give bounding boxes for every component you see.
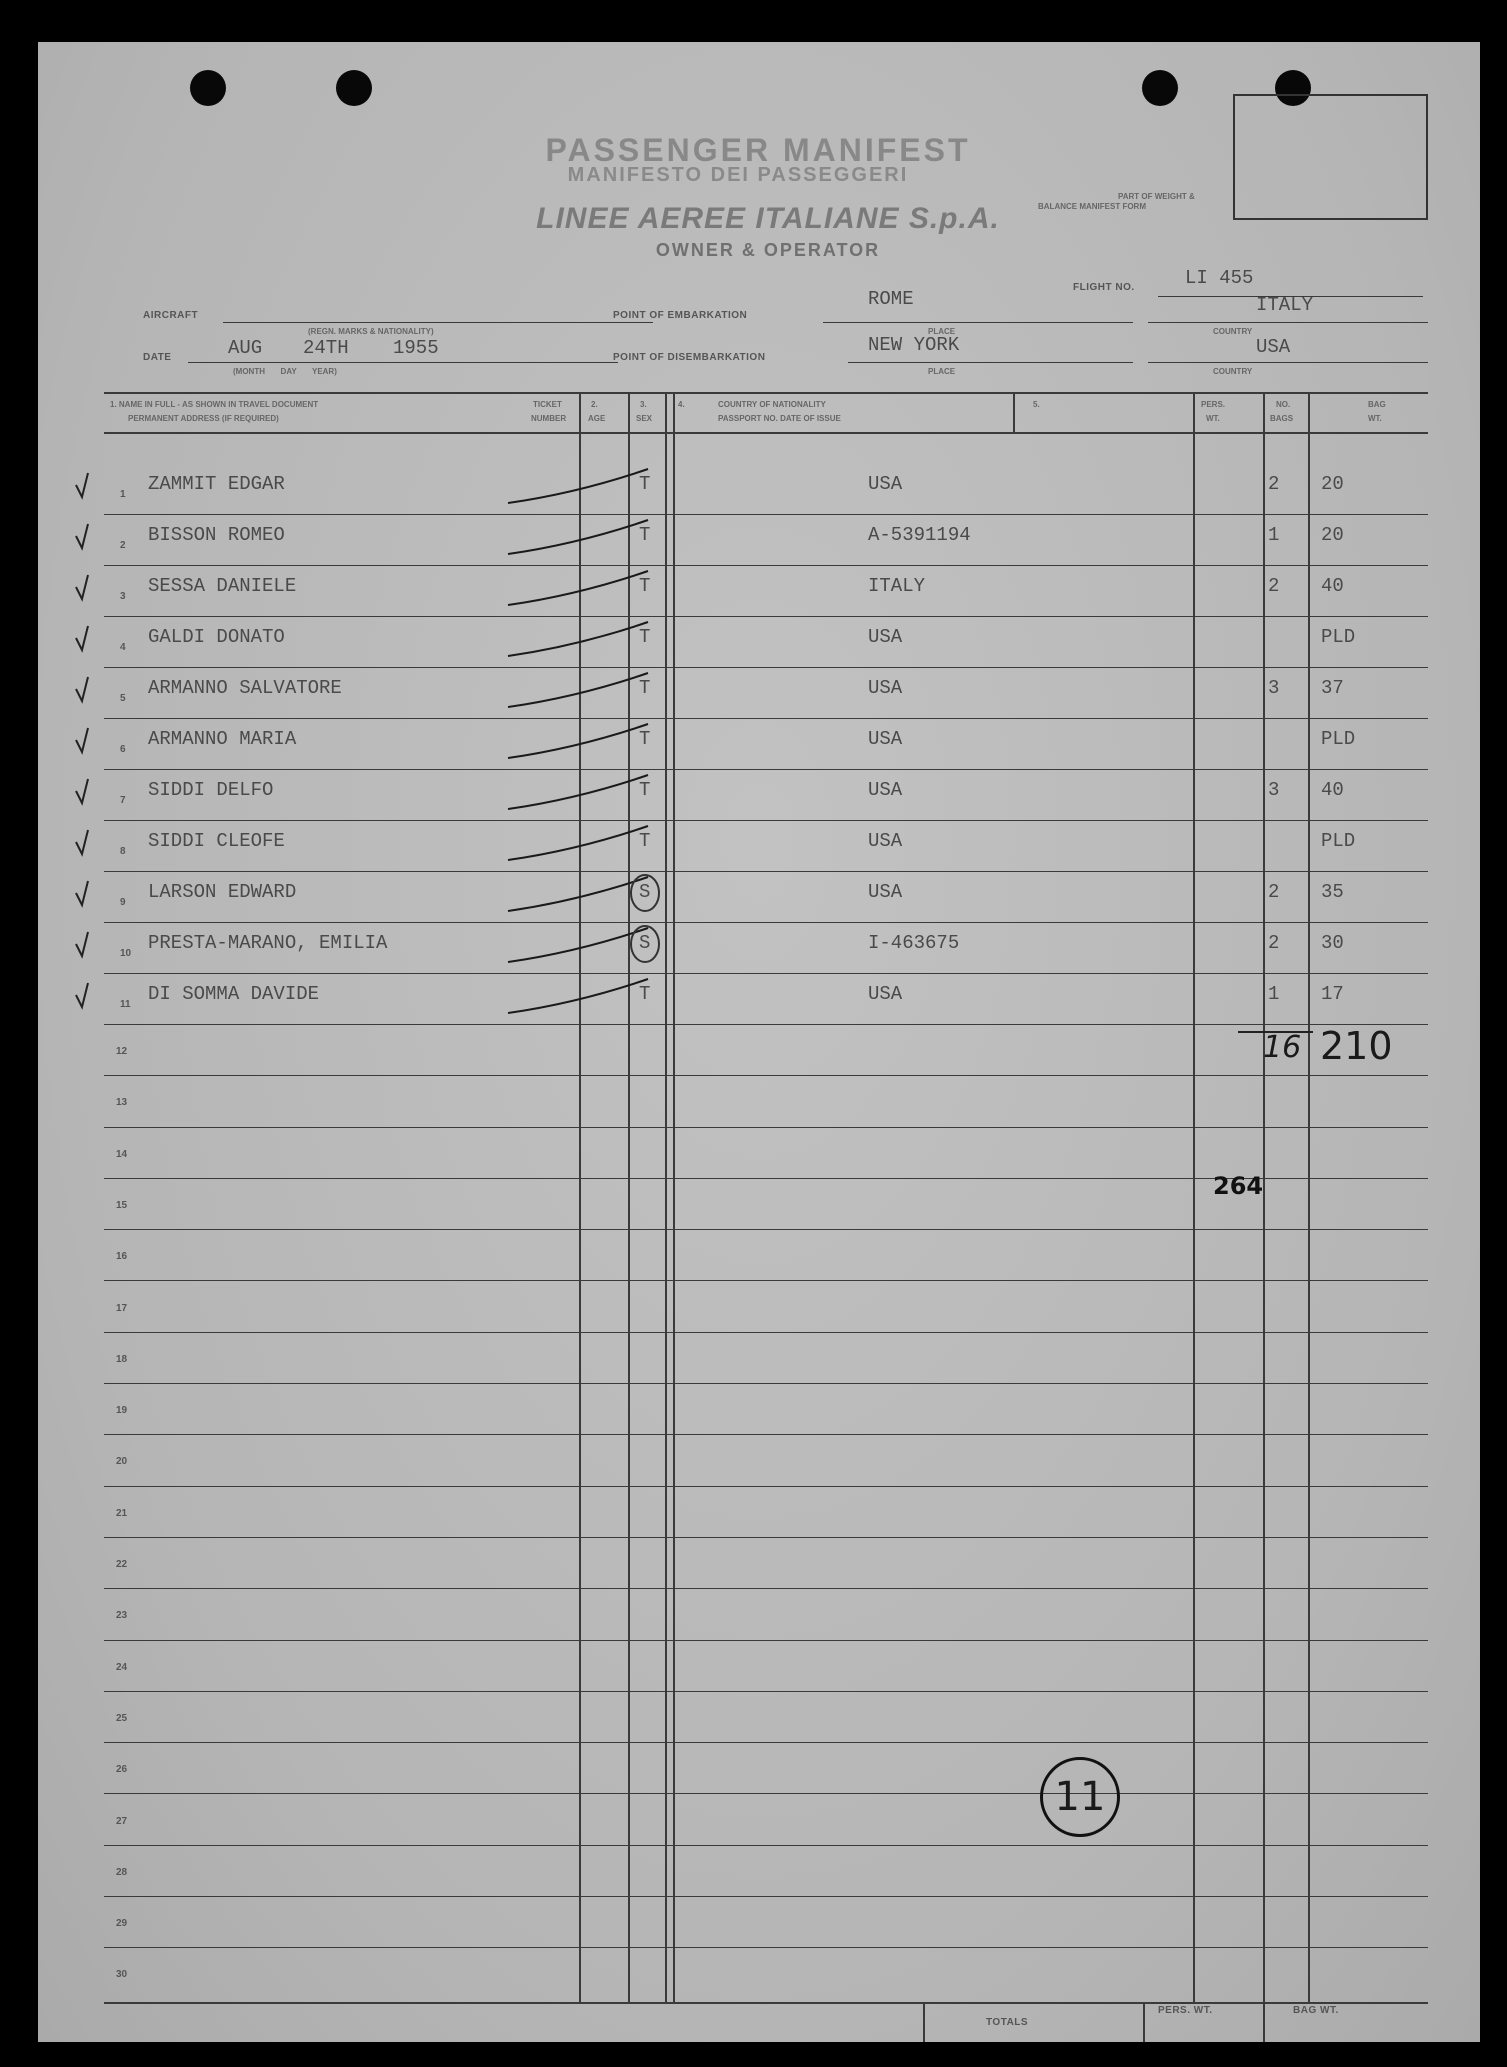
row-number: 29 [116,1918,128,1930]
col-name-1: 1. NAME IN FULL - AS SHOWN IN TRAVEL DOCUMENT [110,400,319,409]
passenger-name: GALDI DONATO [148,626,285,648]
ticket-stroke [508,979,651,1013]
passenger-nationality: USA [868,881,903,903]
airline-name: LINEE AEREE ITALIANE S.p.A. [536,202,1000,235]
passenger-name: SIDDI CLEOFE [148,830,285,852]
aircraft-sub: (REGN. MARKS & NATIONALITY) [308,327,434,336]
row-number: 22 [116,1559,128,1570]
passenger-name: PRESTA-MARANO, EMILIA [148,932,388,954]
passenger-bag-weight: 40 [1321,575,1344,597]
check-mark-icon [76,575,88,599]
date-year: 1955 [393,337,439,359]
passenger-nationality: ITALY [868,575,926,597]
passenger-name: DI SOMMA DAVIDE [148,983,320,1005]
passenger-bag-weight: 17 [1321,983,1344,1005]
date-sub: (MONTH DAY YEAR) [233,367,337,376]
manifest-sheet [38,42,1480,2042]
flight-value: LI 455 [1185,267,1254,289]
check-mark-icon [76,881,88,905]
col-bagwt-1: BAG [1368,400,1386,409]
row-number: 24 [116,1661,128,1673]
passenger-name: BISSON ROMEO [148,524,285,546]
passenger-nationality: USA [868,677,903,699]
passenger-bag-weight: 35 [1321,881,1344,903]
ticket-stroke [508,826,651,860]
row-number: 25 [116,1712,128,1724]
passenger-nationality: USA [868,473,903,495]
flight-label: FLIGHT NO. [1073,282,1135,293]
passenger-nationality: USA [868,728,903,750]
aircraft-label: AIRCRAFT [143,310,199,321]
col-ticket-1: TICKET [533,400,562,409]
col-nat-num: 4. [678,400,685,409]
row-number: 26 [116,1764,128,1776]
passenger-sex: T [639,626,651,648]
page-title: PASSENGER MANIFEST [545,132,971,168]
date-day: 24TH [303,337,349,359]
passenger-bags: 3 [1268,779,1280,801]
box-note-2: BALANCE MANIFEST FORM [1038,202,1146,211]
passenger-sex: T [639,779,651,801]
row-number: 15 [116,1199,128,1211]
row-number: 11 [120,999,131,1010]
passenger-sex: T [639,473,651,495]
passenger-name: ZAMMIT EDGAR [148,473,285,495]
passenger-bags: 2 [1268,575,1280,597]
passenger-sex: T [639,524,651,546]
row-number: 17 [116,1302,128,1314]
row-number: 28 [116,1866,128,1878]
row-number: 14 [116,1148,128,1160]
row-number: 5 [120,693,126,704]
passenger-sex: T [639,575,651,597]
pers-wt-total: 264 [1213,1172,1264,1200]
handwritten-bag-count: 16 [1263,1030,1302,1065]
ticket-stroke [508,877,651,911]
ticket-stroke [508,928,651,962]
ticket-stroke [508,622,651,656]
passenger-bags: 1 [1268,524,1280,546]
sex-circle-mark [631,926,659,962]
passenger-bags: 2 [1268,932,1280,954]
ticket-stroke [508,775,651,809]
owner-operator: OWNER & OPERATOR [655,240,881,260]
row-number: 30 [116,1969,128,1981]
col-ticket-2: NUMBER [531,414,567,423]
ticket-stroke [508,469,651,503]
embark-country-label: COUNTRY [1213,327,1253,336]
passenger-bags: 1 [1268,983,1280,1005]
passenger-name: ARMANNO SALVATORE [148,677,342,699]
check-mark-icon [76,524,88,548]
passenger-name: LARSON EDWARD [148,881,297,903]
box-note-1: PART OF WEIGHT & [1118,192,1195,201]
col-bags-1: NO. [1276,400,1291,409]
row-number: 27 [116,1815,128,1827]
footer-totals: TOTALS [986,2017,1029,2028]
handwriting-overlay [38,42,1480,2042]
disembark-place-label: PLACE [928,367,956,376]
page-subtitle: MANIFESTO DEI PASSEGGERI [567,164,909,186]
sex-circle-mark [631,875,659,911]
passenger-name: SESSA DANIELE [148,575,297,597]
passenger-bag-weight: PLD [1321,626,1356,648]
check-mark-icon [76,473,88,497]
embark-country: ITALY [1256,294,1314,316]
date-month: AUG [228,337,263,359]
check-mark-icon [76,779,88,803]
check-mark-icon [76,830,88,854]
row-number: 23 [116,1610,128,1622]
col-nat-2: PASSPORT NO. DATE OF ISSUE [718,414,841,423]
passenger-bags: 2 [1268,473,1280,495]
row-number: 7 [120,795,126,806]
embark-place-label: PLACE [928,327,956,336]
ticket-stroke [508,520,651,554]
passenger-bag-weight: PLD [1321,728,1356,750]
disembark-value: NEW YORK [868,334,960,356]
disembark-label: POINT OF DISEMBARKATION [613,352,766,363]
passenger-sex: T [639,830,651,852]
embark-label: POINT OF EMBARKATION [613,310,748,321]
col-perswt-1: PERS. [1201,400,1226,409]
passenger-sex: T [639,728,651,750]
date-label: DATE [143,352,172,363]
col-age-2: AGE [588,414,606,423]
passenger-bag-weight: 37 [1321,677,1344,699]
footer-pers-wt: PERS. WT. [1158,2005,1213,2016]
passenger-name: ARMANNO MARIA [148,728,297,750]
passenger-nationality: USA [868,779,903,801]
passenger-bags: 3 [1268,677,1280,699]
col-sex-2: SEX [636,414,653,423]
col-age-1: 2. [591,400,598,409]
disembark-country: USA [1256,336,1291,358]
handwritten-bag-total: 210 [1320,1024,1393,1068]
row-number: 21 [116,1507,128,1519]
passenger-nationality: USA [868,626,903,648]
row-number: 13 [116,1097,128,1109]
passenger-sex: T [639,677,651,699]
passenger-nationality: I-463675 [868,932,960,954]
col-perswt-2: WT. [1206,414,1220,423]
row-number: 3 [120,591,126,602]
col-bagwt-2: WT. [1368,414,1382,423]
ticket-stroke [508,724,651,758]
passenger-bag-weight: 40 [1321,779,1344,801]
passenger-nationality: A-5391194 [868,524,971,546]
disembark-country-label: COUNTRY [1213,367,1253,376]
col-5: 5. [1033,400,1040,409]
footer-bag-wt: BAG WT. [1293,2005,1339,2016]
ticket-stroke [508,673,651,707]
row-number: 12 [116,1046,128,1057]
passenger-bag-weight: PLD [1321,830,1356,852]
passenger-sex: S [639,932,651,954]
row-number: 2 [120,540,126,551]
col-sex-1: 3. [640,400,647,409]
col-nat-1: COUNTRY OF NATIONALITY [718,400,826,409]
row-number: 4 [120,642,126,653]
row-number: 9 [120,897,126,908]
passenger-bag-weight: 20 [1321,473,1344,495]
row-number: 6 [120,744,126,755]
ticket-stroke [508,571,651,605]
passenger-nationality: USA [868,830,903,852]
col-name-2: PERMANENT ADDRESS (IF REQUIRED) [128,414,279,423]
passenger-nationality: USA [868,983,903,1005]
col-bags-2: BAGS [1270,414,1294,423]
embark-value: ROME [868,288,914,310]
check-mark-icon [76,626,88,650]
passenger-name: SIDDI DELFO [148,779,274,801]
passenger-bag-weight: 30 [1321,932,1344,954]
row-number: 18 [116,1353,128,1365]
check-mark-icon [76,983,88,1007]
check-mark-icon [76,728,88,752]
passenger-bag-weight: 20 [1321,524,1344,546]
row-number: 8 [120,846,126,857]
passenger-sex: S [639,881,651,903]
check-mark-icon [76,932,88,956]
row-number: 1 [120,489,126,500]
row-number: 16 [116,1251,128,1263]
row-number: 20 [116,1456,128,1468]
circled-count-text: 11 [1054,1774,1106,1820]
row-number: 10 [120,948,132,959]
passenger-bags: 2 [1268,881,1280,903]
check-mark-icon [76,677,88,701]
row-number: 19 [116,1405,128,1417]
passenger-sex: T [639,983,651,1005]
